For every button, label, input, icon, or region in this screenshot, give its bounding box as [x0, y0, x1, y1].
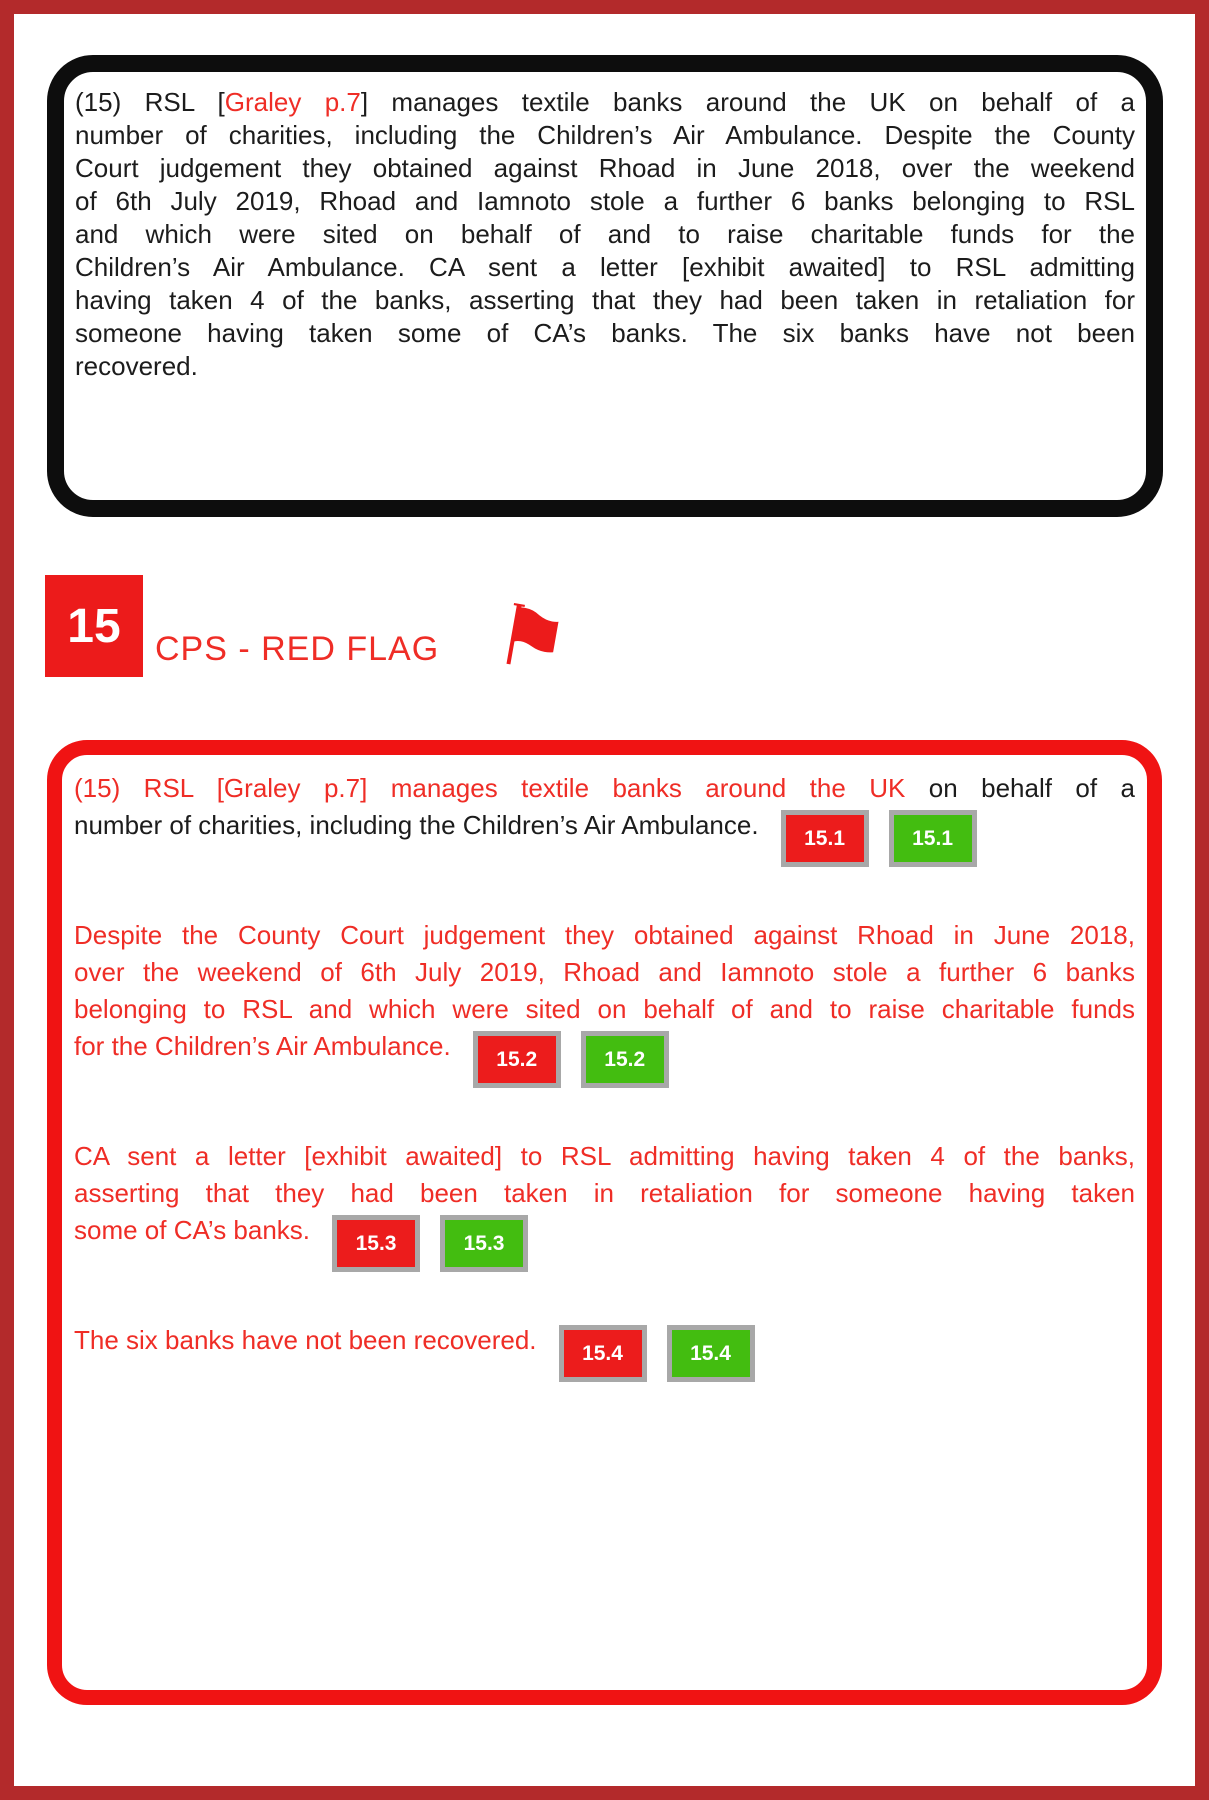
text-line: [75, 185, 1135, 218]
text-segment-red: some of CA’s banks.: [74, 1215, 311, 1245]
text-segment-ink: having taken 4 of the banks, asserting that they had been taken in retaliation for: [75, 285, 1135, 315]
red-box-paragraph-1: [74, 770, 1135, 867]
clause-ref-badge-red: 15.4: [559, 1325, 647, 1382]
red-box-paragraph-2: [74, 917, 1135, 1088]
red-flag-icon: ⚑: [486, 584, 578, 694]
text-line: [75, 119, 1135, 152]
text-line: [75, 86, 1135, 119]
text-segment-ink: number of charities, including the Children’s Air Ambulance. Despite the County: [75, 120, 1135, 150]
source-text-box: [47, 55, 1163, 517]
text-segment-ink: on behalf of a: [905, 773, 1135, 803]
text-line: [74, 1138, 1135, 1175]
text-line: [74, 1212, 1135, 1272]
text-segment-ink: of 6th July 2019, Rhoad and Iamnoto stole a further 6 banks belonging to RSL: [75, 186, 1135, 216]
clause-ref-badge-green: 15.1: [889, 810, 977, 867]
text-line: [74, 807, 1135, 867]
text-line: [75, 152, 1135, 185]
text-line: [74, 1322, 1135, 1382]
red-box-paragraph-4: [74, 1322, 1135, 1382]
text-segment-red: Graley p.7: [224, 87, 361, 117]
text-line: [75, 350, 1135, 383]
text-line: [75, 218, 1135, 251]
red-box-paragraph-3: [74, 1138, 1135, 1272]
text-segment-ink: ] manages textile banks around the UK on behalf of a: [360, 87, 1135, 117]
text-segment-red: CA sent a letter [exhibit awaited] to RSL admitting having taken 4 of the banks,: [74, 1141, 1135, 1171]
text-segment-ink: Court judgement they obtained against Rhoad in June 2018, over the weekend: [75, 153, 1135, 183]
text-segment-ink: someone having taken some of CA’s banks. The six banks have not been: [75, 318, 1135, 348]
clause-ref-badge-green: 15.3: [440, 1215, 528, 1272]
clause-ref-badge-red: 15.1: [781, 810, 869, 867]
text-segment-ink: Children’s Air Ambulance. CA sent a letter [exhibit awaited] to RSL admitting: [75, 252, 1135, 282]
text-segment-ink: and which were sited on behalf of and to raise charitable funds for the: [75, 219, 1135, 249]
text-line: [75, 317, 1135, 350]
clause-ref-badge-red: 15.3: [332, 1215, 420, 1272]
text-line: [74, 1028, 1135, 1088]
text-segment-red: The six banks have not been recovered.: [74, 1325, 537, 1355]
text-segment-red: belonging to RSL and which were sited on behalf of and to raise charitable funds: [74, 994, 1135, 1024]
clause-ref-badge-green: 15.4: [667, 1325, 755, 1382]
text-segment-red: asserting that they had been taken in retaliation for someone having taken: [74, 1178, 1135, 1208]
text-segment-red: (15) RSL [Graley p.7] manages textile banks around the UK: [74, 773, 906, 803]
section-title: CPS - RED FLAG: [155, 630, 440, 668]
text-segment-red: for the Children’s Air Ambulance.: [74, 1031, 451, 1061]
text-line: [74, 770, 1135, 807]
text-line: [75, 251, 1135, 284]
text-segment-ink: number of charities, including the Children’s Air Ambulance.: [74, 810, 759, 840]
text-segment-red: over the weekend of 6th July 2019, Rhoad and Iamnoto stole a further 6 banks: [74, 957, 1135, 987]
text-line: [74, 991, 1135, 1028]
text-line: [74, 954, 1135, 991]
section-header: [45, 575, 1195, 694]
text-line: [74, 1175, 1135, 1212]
section-number-badge: 15: [45, 575, 143, 677]
text-line: [75, 284, 1135, 317]
text-line: [74, 917, 1135, 954]
clause-ref-badge-green: 15.2: [581, 1031, 669, 1088]
text-segment-ink: (15) RSL [: [75, 87, 225, 117]
text-segment-red: Despite the County Court judgement they obtained against Rhoad in June 2018,: [74, 920, 1135, 950]
clause-ref-badge-red: 15.2: [473, 1031, 561, 1088]
cps-red-flag-box: [47, 740, 1162, 1705]
text-segment-ink: recovered.: [75, 351, 198, 381]
